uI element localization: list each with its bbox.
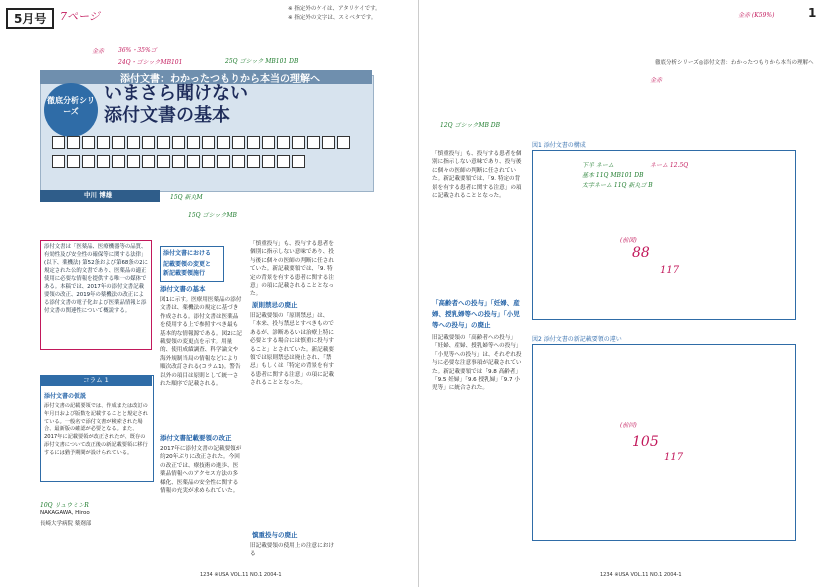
- placeholder-box: [322, 136, 335, 149]
- placeholder-box: [217, 136, 230, 149]
- placeholder-box: [157, 136, 170, 149]
- annot-2: 36%・35%ゴ: [118, 47, 157, 54]
- column-title: 添付文書の仮説: [44, 393, 87, 400]
- print-note-1: ※ 指定外のケイは、アタリケイです。: [288, 6, 381, 12]
- annot-14: 太字ネーム 11Q 新丸ゴ B: [582, 182, 653, 189]
- annot-17: 117: [660, 265, 680, 276]
- placeholder-box: [307, 136, 320, 149]
- placeholder-box: [232, 136, 245, 149]
- placeholder-box: [217, 155, 230, 168]
- placeholder-box: [112, 155, 125, 168]
- placeholder-box: [292, 136, 305, 149]
- placeholder-box: [127, 155, 140, 168]
- article-title-line2: 添付文書の基本: [104, 105, 230, 126]
- placeholder-box: [112, 136, 125, 149]
- section-heading-revision: 添付文書記載要領の改正: [160, 434, 232, 442]
- footer-right: 1234 ※USA VOL.11 NO.1 2004-1: [600, 572, 682, 578]
- section-heading-special-populations: 「高齢者への投与」「妊婦、産婦、授乳婦等への投与」「小児等への投与」の廃止: [432, 299, 520, 329]
- annot-6: 15Q 新丸M: [170, 194, 203, 201]
- body-col2-top: 「慎重投与」も、投与する患者を個別に指示しない意味であり、投与後に個々の医師の判断に任されていた。新記載要領では、「9. 特定の背景を有する患者に関する注意」の項に記載されることとなった。: [250, 241, 334, 298]
- annot-18: (前回): [620, 422, 637, 429]
- annot-20: 117: [664, 452, 684, 463]
- author-affil: 長崎大学病院 薬剤部: [40, 521, 92, 527]
- column-body: 添付文書の記載要領では、作成または改訂の年月日および版数を記載することと規定されている。一般名で添付文書が検索された場合、最新版の確認が必要となる。また、2017年に記載要領が改正されたが、既存の添付文書について改正後の新記載要領に移行するには猶予期間が設けられている。: [44, 403, 148, 456]
- placeholder-box: [262, 155, 275, 168]
- figure2-label: 図2 添付文書の新記載要領の違い: [532, 336, 622, 343]
- placeholder-box: [187, 155, 200, 168]
- section-heading-contraindication: 原則禁忌の廃止: [252, 301, 298, 309]
- placeholder-box: [97, 136, 110, 149]
- issue-tag: 5月号: [6, 8, 54, 29]
- annot-13: 基本 11Q MB101 DB: [582, 172, 644, 179]
- placeholder-box: [202, 155, 215, 168]
- annot-7: 15Q ゴシックMB: [188, 212, 237, 219]
- sidebox-line1: 添付文書における: [163, 250, 212, 257]
- sidebox-line3: 新記載要領施行: [163, 270, 206, 277]
- body-col2: 旧記載要領の「原則禁忌」は、「本来、投与禁忌とすべきものであるが、診断あるいは治療上特に必要とする場合には慎重に投与すること」とされていた。新記載要領では原則禁忌は廃止され、「禁忌」もしくは「特定の背景を有する患者に関する注意」の項に記載されることとなった。: [250, 313, 334, 387]
- annot-15: (前図): [620, 237, 637, 244]
- placeholder-box: [82, 155, 95, 168]
- figure2-box: [532, 344, 796, 541]
- figure1-label: 図1 添付文書の構成: [532, 142, 586, 149]
- annot-12: 下半 ネーム: [582, 162, 614, 169]
- footer-left: 1234 ※USA VOL.11 NO.1 2004-1: [200, 572, 282, 578]
- placeholder-box: [82, 136, 95, 149]
- placeholder-box: [232, 155, 245, 168]
- placeholder-box: [127, 136, 140, 149]
- body-col3: 「慎重投与」も、投与する患者を個別に指示しない意味であり、投与後に個々の医師の判断に任されていた。新記載要領では、「9. 特定の背景を有する患者に関する注意」の項に記載されることとなった。: [432, 151, 522, 200]
- placeholder-box: [262, 136, 275, 149]
- placeholder-box: [337, 136, 350, 149]
- placeholder-box: [247, 155, 260, 168]
- lead-text: 添付文書は「医薬品、医療機器等の品質、有効性及び安全性の確保等に関する法律」(以下、薬機法) 第52条および第68条の2に規定された公的文書であり、医薬品の適正使用に必要な情報を提供する唯一の媒体である。本稿では、2017年の添付文書記載要領の改正、2019年の薬機法の改正による添付文書の電子化および医薬品情報と添付文書の関連性について概説する。: [44, 244, 148, 314]
- right-page-header: 徹底分析シリーズ◎添付文書：わかったつもりから本当の理解へ: [655, 60, 814, 66]
- placeholder-box: [157, 155, 170, 168]
- body-col3b: 旧記載要領の「高齢者への投与」「妊婦、産婦、授乳婦等への投与」「小児等への投与」は、それぞれ投与に必要な注意事項が記載されていた。新記載要領では「9.8 高齢者」「9.5 妊婦」「9.6 授乳婦」「9.7 小児等」に統合された。: [432, 335, 522, 392]
- page-number: 1: [808, 6, 817, 20]
- placeholder-box: [277, 136, 290, 149]
- sidebox-line2: 記載要領の変更と: [163, 261, 212, 268]
- article-subtitle: 添付文書：わかったつもりから本当の理解へ: [120, 74, 320, 85]
- annot-27: ネーム 12.5Q: [650, 162, 689, 169]
- page-note: 7ページ: [60, 10, 100, 23]
- section-heading-basics: 添付文書の基本: [160, 285, 206, 293]
- placeholder-boxes: [52, 136, 352, 172]
- section-heading-careful: 慎重投与の廃止: [252, 531, 298, 539]
- article-title-line1: いまさら聞けない: [104, 83, 248, 104]
- placeholder-box: [67, 155, 80, 168]
- placeholder-box: [172, 155, 185, 168]
- placeholder-box: [172, 136, 185, 149]
- placeholder-box: [292, 155, 305, 168]
- figure1-box: [532, 150, 796, 320]
- placeholder-box: [277, 155, 290, 168]
- placeholder-box: [52, 155, 65, 168]
- annot-23: 12Q ゴシックMB DB: [440, 122, 501, 129]
- annot-22: 金赤: [650, 77, 663, 84]
- annot-16: 88: [632, 245, 650, 261]
- annot-1: 金赤: [92, 48, 105, 55]
- annot-3: 24Q・ゴシックMB101: [118, 59, 183, 66]
- print-note-2: ※ 指定外の文字は、スミベタです。: [288, 15, 377, 21]
- placeholder-box: [97, 155, 110, 168]
- annot-4: 25Q ゴシック MB101 DB: [225, 58, 299, 65]
- placeholder-box: [67, 136, 80, 149]
- body-col1b: 2017年に添付文書の記載要領が約20年ぶりに改正された。今回の改正では、療技術の進歩、医薬品情報へのアクセス方法の多様化、医薬品の安全性に関する情報の充実が求められていた。: [160, 446, 242, 495]
- placeholder-box: [187, 136, 200, 149]
- placeholder-box: [202, 136, 215, 149]
- body-col1: 図1に示す。医療用医薬品の添付文書は、薬機法の規定に基づき作成される。添付文書は医薬品を使用する上で参照すべき最も基本的な情報源である。図2に記載要領の変更点を示す。用量的、使用成績調査、科学論文や海外規制当局の情報などにより順次改訂される(コラム1)。警告以外の項目は原則として統一された順序で記載される。: [160, 297, 242, 388]
- annot-21: 金赤 (K59%): [738, 12, 775, 19]
- annot-8: 10Q リュウミンR: [40, 502, 89, 509]
- placeholder-box: [142, 155, 155, 168]
- author-name: 中川 博雄: [84, 191, 113, 199]
- spread-divider: [418, 0, 419, 587]
- sidebox: [160, 246, 224, 282]
- body-col2b: 旧記載要領の使用上の注意における: [250, 543, 334, 558]
- column-label: コラム 1: [40, 375, 152, 386]
- placeholder-box: [142, 136, 155, 149]
- placeholder-box: [247, 136, 260, 149]
- annot-19: 105: [632, 434, 659, 450]
- placeholder-box: [52, 136, 65, 149]
- author-en: NAKAGAWA, Hiroo: [40, 510, 90, 516]
- series-badge: 徹底分析シリーズ: [44, 83, 98, 137]
